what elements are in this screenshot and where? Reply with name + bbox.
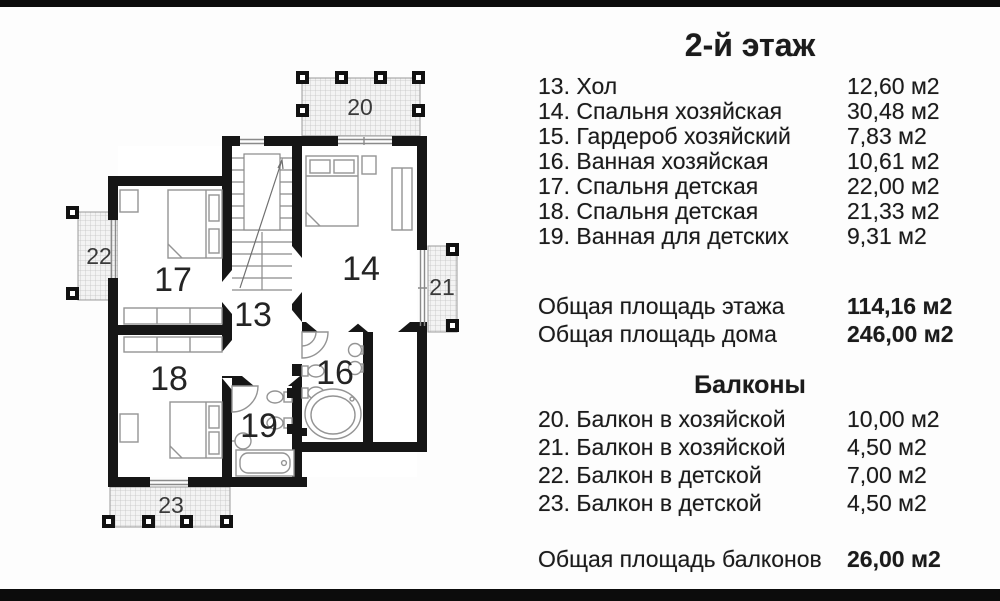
- row-label: 20. Балкон в хозяйской: [538, 406, 786, 432]
- row-label: 23. Балкон в детской: [538, 490, 762, 516]
- row-label: 16. Ванная хозяйская: [538, 148, 769, 174]
- row-area: 21,33 м2: [847, 198, 940, 224]
- row-area: 9,31 м2: [847, 223, 927, 249]
- balcony-label-23: 23: [158, 492, 184, 518]
- room-row: [538, 123, 978, 148]
- row-area: 10,61 м2: [847, 148, 940, 174]
- room-label-14: 14: [342, 250, 380, 288]
- grand-total-row: [538, 546, 978, 571]
- row-area: 114,16 м2: [847, 293, 953, 319]
- room-row: [538, 148, 978, 173]
- room-label-16: 16: [316, 354, 354, 392]
- balcony-row: [538, 434, 978, 459]
- legend-panel: [500, 0, 1000, 601]
- room-row: [538, 73, 978, 98]
- room-row: [538, 198, 978, 223]
- room-label-17: 17: [154, 261, 192, 299]
- row-area: 12,60 м2: [847, 73, 940, 99]
- row-area: 10,00 м2: [847, 406, 940, 432]
- row-area: 4,50 м2: [847, 434, 927, 460]
- balcony-row: [538, 406, 978, 431]
- row-label: 22. Балкон в детской: [538, 462, 762, 488]
- room-row: [538, 98, 978, 123]
- row-area: 22,00 м2: [847, 173, 940, 199]
- balcony-label-20: 20: [347, 94, 373, 120]
- row-area: 30,48 м2: [847, 98, 940, 124]
- balcony-row: [538, 490, 978, 515]
- row-label: 17. Спальня детская: [538, 173, 759, 199]
- balcony-label-22: 22: [86, 243, 112, 269]
- row-area: 26,00 м2: [847, 546, 941, 572]
- row-label: Общая площадь балконов: [538, 546, 822, 572]
- room-label-18: 18: [150, 360, 188, 398]
- row-label: 21. Балкон в хозяйской: [538, 434, 786, 460]
- row-label: Общая площадь этажа: [538, 293, 785, 319]
- row-label: Общая площадь дома: [538, 321, 777, 347]
- room-label-13: 13: [234, 296, 272, 334]
- row-label: 15. Гардероб хозяйский: [538, 123, 791, 149]
- total-row-floor: [538, 293, 978, 318]
- balcony-label-21: 21: [429, 274, 455, 300]
- row-label: 18. Спальня детская: [538, 198, 759, 224]
- legend-title: 2-й этаж: [684, 27, 816, 63]
- row-label: 14. Спальня хозяйская: [538, 98, 783, 124]
- room-row: [538, 223, 978, 248]
- row-area: 7,00 м2: [847, 462, 927, 488]
- total-row-house: [538, 321, 978, 346]
- room-row: [538, 173, 978, 198]
- room-label-19: 19: [240, 407, 278, 445]
- row-area: 246,00 м2: [847, 321, 954, 347]
- row-area: 4,50 м2: [847, 490, 927, 516]
- balcony-row: [538, 462, 978, 487]
- row-label: 13. Хол: [538, 73, 618, 99]
- balconies-section-title: Балконы: [694, 371, 806, 399]
- row-area: 7,83 м2: [847, 123, 927, 149]
- row-label: 19. Ванная для детских: [538, 223, 789, 249]
